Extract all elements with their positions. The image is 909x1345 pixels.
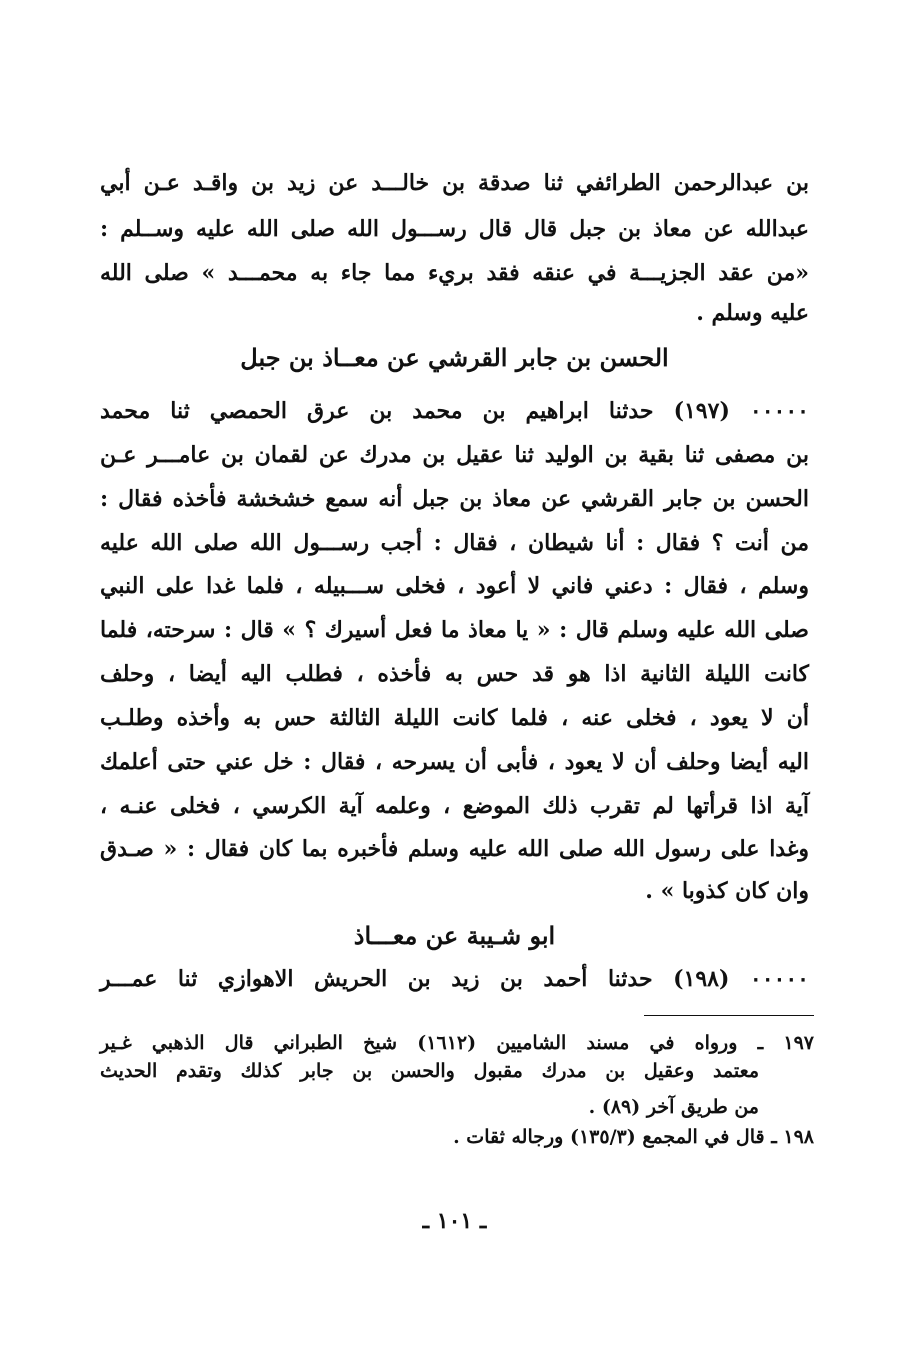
- footnote-line: من طريق آخر (٨٩) .: [588, 1096, 759, 1118]
- text-line: بن مصفى ثنا بقية بن الوليد ثنا عقيل بن مدرك عن لقمان بن عامـــر عـن: [100, 442, 809, 468]
- text-line: كانت الليلة الثانية اذا هو قد حس به فأخذه ، فطلب اليه أيضا ، وحلف: [100, 661, 809, 687]
- text-line: من أنت ؟ فقال : أنا شيطان ، فقال : أجب رســـول الله صلى الله عليه: [100, 530, 809, 556]
- text-line: وسلم ، فقال : دعني فاني لا أعود ، فخلى ســـبيله ، فلما غدا على النبي: [100, 573, 809, 599]
- text-line: ٠٠٠٠٠ (١٩٧) حدثنا ابراهيم بن محمد بن عرق الحمصي ثنا محمد: [100, 398, 809, 424]
- text-line: وغدا على رسول الله صلى الله عليه وسلم فأخبره بما كان فقال : « صـدق: [100, 836, 809, 862]
- section-heading: ابو شـيبة عن معـــاذ: [353, 921, 556, 950]
- text-line: عليه وسلم .: [696, 300, 809, 326]
- text-line: الحسن بن جابر القرشي عن معاذ بن جبل أنه سمع خشخشة فأخذه فقال :: [100, 486, 809, 512]
- text-line: آية اذا قرأتها لم تقرب ذلك الموضع ، وعلمه آية الكرسي ، فخلى عنـه ،: [100, 793, 809, 819]
- footnote-line: ١٩٨ ـ قال في المجمع (١٣٥/٣) ورجاله ثقات .: [453, 1126, 814, 1148]
- page-number: ـ ١٠١ ـ: [422, 1208, 487, 1234]
- section-heading: الحسن بن جابر القرشي عن معــاذ بن جبل: [240, 343, 669, 372]
- text-line: اليه أيضا وحلف أن لا يعود ، فأبى أن يسرحه ، فقال : خل عني حتى أعلمك: [100, 749, 809, 775]
- footnote-line: معتمد وعقيل بن مدرك مقبول والحسن بن جابر كذلك وتقدم الحديث: [100, 1060, 759, 1082]
- text-line: صلى الله عليه وسلم قال : « يا معاذ ما فعل أسيرك ؟ » قال : سرحته، فلما: [100, 617, 809, 643]
- text-line: أن لا يعود ، فخلى عنه ، فلما كانت الليلة الثالثة حس به وأخذه وطلـب: [100, 705, 809, 731]
- text-line: وان كان كذوبا » .: [645, 878, 809, 904]
- text-line: «من عقد الجزيـــة في عنقه فقد بريء مما جاء به محمـــد » صلى الله: [100, 260, 809, 286]
- footnote-separator: [644, 1015, 814, 1016]
- footnote-line: ١٩٧ ـ ورواه في مسند الشاميين (١٦١٢) شيخ الطبراني قال الذهبي غـير: [100, 1032, 815, 1054]
- text-line: عبدالله عن معاذ بن جبل قال قال رســـول الله صلى الله عليه وســلم :: [100, 216, 809, 242]
- text-line: بن عبدالرحمن الطرائفي ثنا صدقة بن خالـــد عن زيد بن واقـد عـن أبي: [100, 170, 809, 196]
- text-line: ٠٠٠٠٠ (١٩٨) حدثنا أحمد بن زيد بن الحريش الاهوازي ثنا عمـــر: [100, 966, 809, 992]
